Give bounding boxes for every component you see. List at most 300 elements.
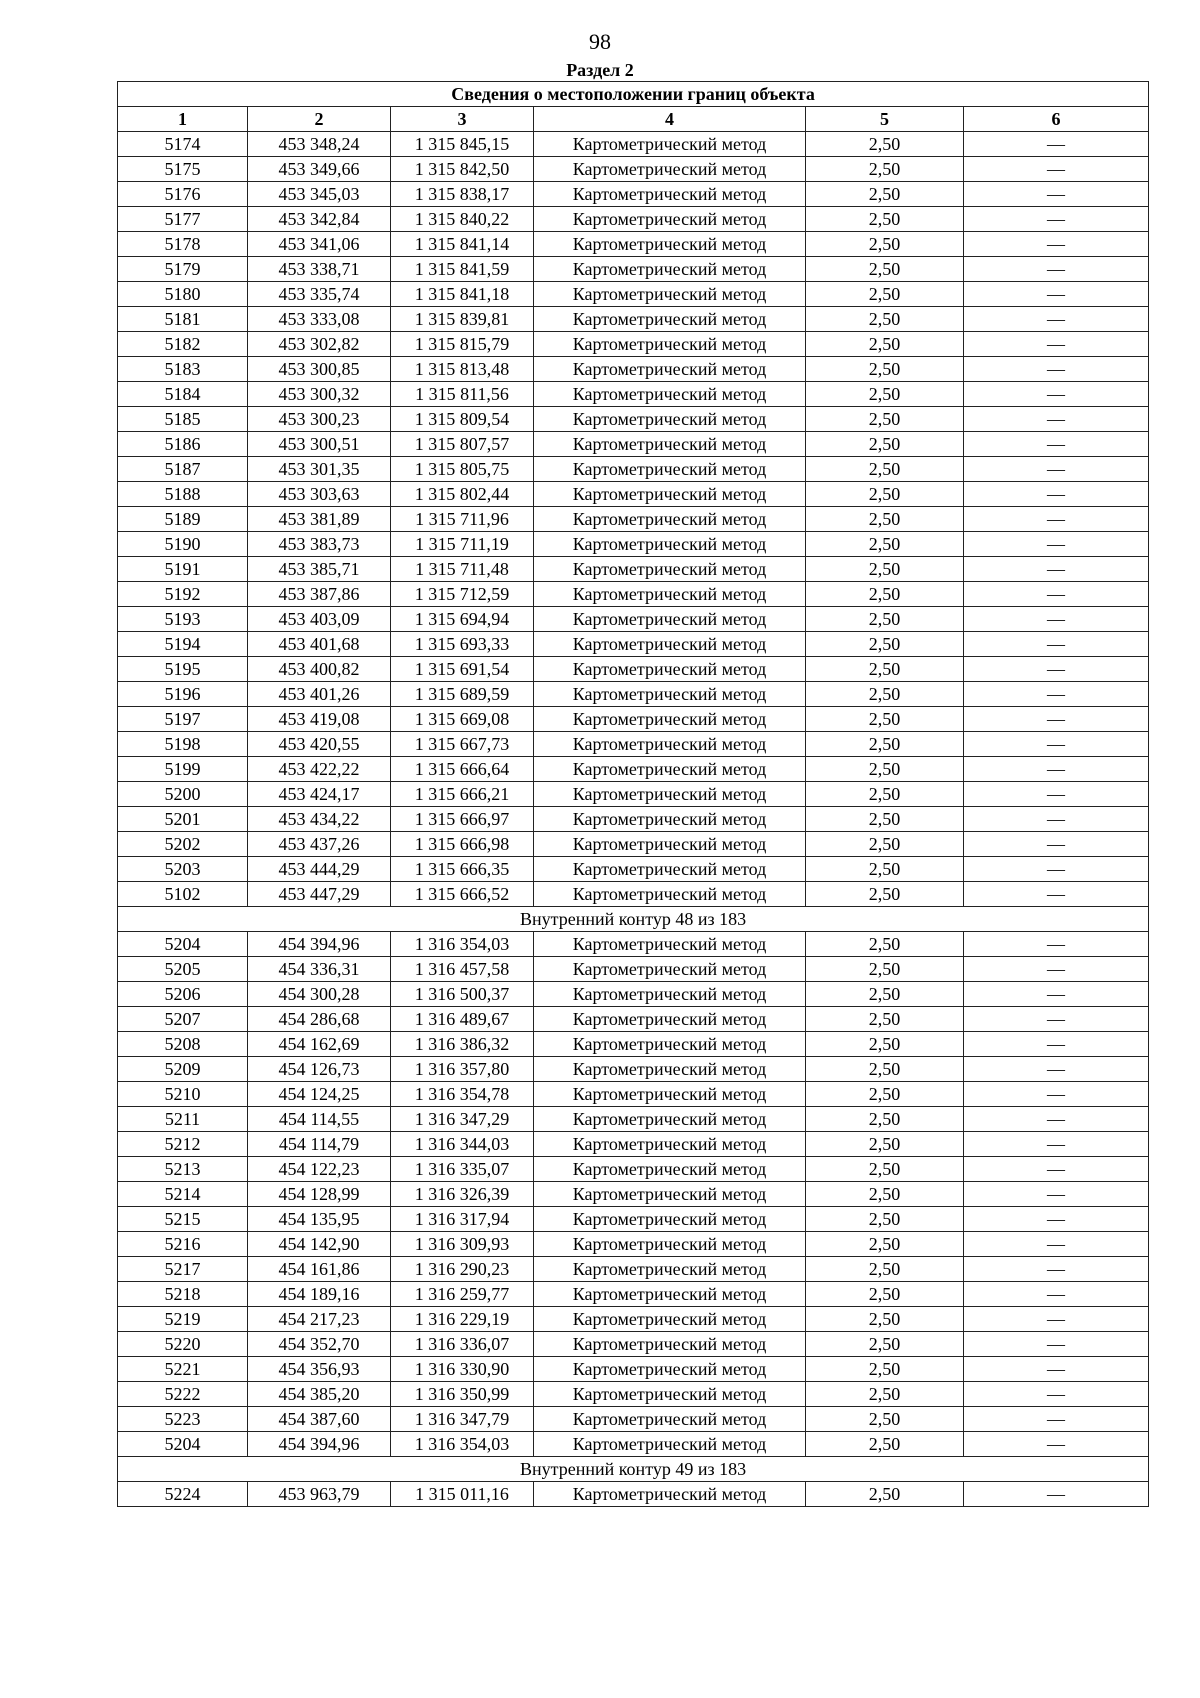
x-coordinate-cell: 453 447,29 — [248, 882, 391, 907]
accuracy-cell: 2,50 — [806, 607, 964, 632]
method-cell: Картометрический метод — [534, 932, 806, 957]
contour-row — [118, 907, 1149, 932]
description-cell: — — [964, 557, 1149, 582]
y-coordinate-cell: 1 315 841,18 — [391, 282, 534, 307]
method-cell: Картометрический метод — [534, 332, 806, 357]
contour-label: Внутренний контур 48 из 183 — [118, 907, 1149, 932]
point-number-cell: 5174 — [118, 132, 248, 157]
method-cell: Картометрический метод — [534, 1032, 806, 1057]
description-cell: — — [964, 1107, 1149, 1132]
method-cell: Картометрический метод — [534, 1482, 806, 1507]
accuracy-cell: 2,50 — [806, 807, 964, 832]
table-row — [118, 557, 1149, 582]
table-row — [118, 1032, 1149, 1057]
table-row — [118, 1257, 1149, 1282]
description-cell: — — [964, 482, 1149, 507]
method-cell: Картометрический метод — [534, 432, 806, 457]
description-cell: — — [964, 1182, 1149, 1207]
method-cell: Картометрический метод — [534, 657, 806, 682]
x-coordinate-cell: 453 422,22 — [248, 757, 391, 782]
method-cell: Картометрический метод — [534, 1407, 806, 1432]
y-coordinate-cell: 1 315 805,75 — [391, 457, 534, 482]
description-cell: — — [964, 1232, 1149, 1257]
accuracy-cell: 2,50 — [806, 332, 964, 357]
accuracy-cell: 2,50 — [806, 407, 964, 432]
method-cell: Картометрический метод — [534, 582, 806, 607]
x-coordinate-cell: 453 401,26 — [248, 682, 391, 707]
y-coordinate-cell: 1 315 839,81 — [391, 307, 534, 332]
accuracy-cell: 2,50 — [806, 1107, 964, 1132]
method-cell: Картометрический метод — [534, 182, 806, 207]
table-row — [118, 1407, 1149, 1432]
description-cell: — — [964, 282, 1149, 307]
table-row — [118, 632, 1149, 657]
method-cell: Картометрический метод — [534, 1082, 806, 1107]
method-cell: Картометрический метод — [534, 832, 806, 857]
table-row — [118, 1082, 1149, 1107]
accuracy-cell: 2,50 — [806, 1357, 964, 1382]
method-cell: Картометрический метод — [534, 1382, 806, 1407]
point-number-cell: 5214 — [118, 1182, 248, 1207]
accuracy-cell: 2,50 — [806, 1057, 964, 1082]
description-cell: — — [964, 782, 1149, 807]
x-coordinate-cell: 453 342,84 — [248, 207, 391, 232]
point-number-cell: 5205 — [118, 957, 248, 982]
table-row — [118, 957, 1149, 982]
point-number-cell: 5213 — [118, 1157, 248, 1182]
description-cell: — — [964, 757, 1149, 782]
y-coordinate-cell: 1 315 712,59 — [391, 582, 534, 607]
accuracy-cell: 2,50 — [806, 382, 964, 407]
table-row — [118, 182, 1149, 207]
column-header: 5 — [806, 107, 964, 132]
y-coordinate-cell: 1 316 350,99 — [391, 1382, 534, 1407]
description-cell: — — [964, 157, 1149, 182]
table-row — [118, 932, 1149, 957]
y-coordinate-cell: 1 316 335,07 — [391, 1157, 534, 1182]
description-cell: — — [964, 1132, 1149, 1157]
accuracy-cell: 2,50 — [806, 457, 964, 482]
description-cell: — — [964, 682, 1149, 707]
y-coordinate-cell: 1 316 386,32 — [391, 1032, 534, 1057]
description-cell: — — [964, 1482, 1149, 1507]
y-coordinate-cell: 1 316 290,23 — [391, 1257, 534, 1282]
table-row — [118, 1107, 1149, 1132]
y-coordinate-cell: 1 316 229,19 — [391, 1307, 534, 1332]
description-cell: — — [964, 1407, 1149, 1432]
y-coordinate-cell: 1 315 666,97 — [391, 807, 534, 832]
method-cell: Картометрический метод — [534, 207, 806, 232]
table-row — [118, 307, 1149, 332]
table-row — [118, 857, 1149, 882]
x-coordinate-cell: 453 383,73 — [248, 532, 391, 557]
accuracy-cell: 2,50 — [806, 282, 964, 307]
method-cell: Картометрический метод — [534, 1332, 806, 1357]
y-coordinate-cell: 1 316 330,90 — [391, 1357, 534, 1382]
accuracy-cell: 2,50 — [806, 632, 964, 657]
description-cell: — — [964, 1157, 1149, 1182]
y-coordinate-cell: 1 316 326,39 — [391, 1182, 534, 1207]
description-cell: — — [964, 132, 1149, 157]
method-cell: Картометрический метод — [534, 632, 806, 657]
x-coordinate-cell: 454 126,73 — [248, 1057, 391, 1082]
description-cell: — — [964, 1332, 1149, 1357]
y-coordinate-cell: 1 316 354,03 — [391, 932, 534, 957]
point-number-cell: 5180 — [118, 282, 248, 307]
y-coordinate-cell: 1 315 802,44 — [391, 482, 534, 507]
accuracy-cell: 2,50 — [806, 507, 964, 532]
y-coordinate-cell: 1 315 667,73 — [391, 732, 534, 757]
contour-row — [118, 1457, 1149, 1482]
table-body — [118, 132, 1149, 1507]
point-number-cell: 5221 — [118, 1357, 248, 1382]
method-cell: Картометрический метод — [534, 357, 806, 382]
point-number-cell: 5176 — [118, 182, 248, 207]
description-cell: — — [964, 632, 1149, 657]
x-coordinate-cell: 453 434,22 — [248, 807, 391, 832]
accuracy-cell: 2,50 — [806, 882, 964, 907]
accuracy-cell: 2,50 — [806, 932, 964, 957]
y-coordinate-cell: 1 316 489,67 — [391, 1007, 534, 1032]
description-cell: — — [964, 882, 1149, 907]
description-cell: — — [964, 1057, 1149, 1082]
y-coordinate-cell: 1 315 693,33 — [391, 632, 534, 657]
y-coordinate-cell: 1 315 011,16 — [391, 1482, 534, 1507]
x-coordinate-cell: 453 349,66 — [248, 157, 391, 182]
method-cell: Картометрический метод — [534, 682, 806, 707]
method-cell: Картометрический метод — [534, 132, 806, 157]
table-caption-row — [118, 82, 1149, 107]
method-cell: Картометрический метод — [534, 1432, 806, 1457]
accuracy-cell: 2,50 — [806, 582, 964, 607]
y-coordinate-cell: 1 315 666,52 — [391, 882, 534, 907]
table-row — [118, 707, 1149, 732]
column-header: 6 — [964, 107, 1149, 132]
table-row — [118, 607, 1149, 632]
description-cell: — — [964, 1082, 1149, 1107]
x-coordinate-cell: 453 341,06 — [248, 232, 391, 257]
point-number-cell: 5195 — [118, 657, 248, 682]
accuracy-cell: 2,50 — [806, 432, 964, 457]
description-cell: — — [964, 182, 1149, 207]
x-coordinate-cell: 453 301,35 — [248, 457, 391, 482]
method-cell: Картометрический метод — [534, 782, 806, 807]
table-row — [118, 357, 1149, 382]
table-row — [118, 982, 1149, 1007]
accuracy-cell: 2,50 — [806, 157, 964, 182]
y-coordinate-cell: 1 315 666,98 — [391, 832, 534, 857]
method-cell: Картометрический метод — [534, 482, 806, 507]
y-coordinate-cell: 1 315 811,56 — [391, 382, 534, 407]
point-number-cell: 5185 — [118, 407, 248, 432]
accuracy-cell: 2,50 — [806, 732, 964, 757]
x-coordinate-cell: 454 217,23 — [248, 1307, 391, 1332]
x-coordinate-cell: 453 345,03 — [248, 182, 391, 207]
description-cell: — — [964, 532, 1149, 557]
description-cell: — — [964, 1432, 1149, 1457]
table-row — [118, 1307, 1149, 1332]
point-number-cell: 5198 — [118, 732, 248, 757]
y-coordinate-cell: 1 316 344,03 — [391, 1132, 534, 1157]
method-cell: Картометрический метод — [534, 557, 806, 582]
point-number-cell: 5186 — [118, 432, 248, 457]
x-coordinate-cell: 453 420,55 — [248, 732, 391, 757]
description-cell: — — [964, 1207, 1149, 1232]
method-cell: Картометрический метод — [534, 457, 806, 482]
y-coordinate-cell: 1 315 711,48 — [391, 557, 534, 582]
accuracy-cell: 2,50 — [806, 832, 964, 857]
x-coordinate-cell: 454 161,86 — [248, 1257, 391, 1282]
method-cell: Картометрический метод — [534, 607, 806, 632]
accuracy-cell: 2,50 — [806, 207, 964, 232]
point-number-cell: 5224 — [118, 1482, 248, 1507]
column-header: 1 — [118, 107, 248, 132]
x-coordinate-cell: 454 336,31 — [248, 957, 391, 982]
x-coordinate-cell: 454 162,69 — [248, 1032, 391, 1057]
table-row — [118, 1282, 1149, 1307]
y-coordinate-cell: 1 315 807,57 — [391, 432, 534, 457]
table-row — [118, 257, 1149, 282]
description-cell: — — [964, 407, 1149, 432]
point-number-cell: 5216 — [118, 1232, 248, 1257]
point-number-cell: 5210 — [118, 1082, 248, 1107]
description-cell: — — [964, 982, 1149, 1007]
point-number-cell: 5189 — [118, 507, 248, 532]
x-coordinate-cell: 453 300,51 — [248, 432, 391, 457]
y-coordinate-cell: 1 315 809,54 — [391, 407, 534, 432]
x-coordinate-cell: 454 142,90 — [248, 1232, 391, 1257]
method-cell: Картометрический метод — [534, 1207, 806, 1232]
description-cell: — — [964, 807, 1149, 832]
x-coordinate-cell: 453 419,08 — [248, 707, 391, 732]
x-coordinate-cell: 453 424,17 — [248, 782, 391, 807]
method-cell: Картометрический метод — [534, 732, 806, 757]
point-number-cell: 5201 — [118, 807, 248, 832]
description-cell: — — [964, 707, 1149, 732]
x-coordinate-cell: 454 122,23 — [248, 1157, 391, 1182]
column-header: 4 — [534, 107, 806, 132]
point-number-cell: 5215 — [118, 1207, 248, 1232]
accuracy-cell: 2,50 — [806, 1432, 964, 1457]
description-cell: — — [964, 1257, 1149, 1282]
point-number-cell: 5204 — [118, 932, 248, 957]
point-number-cell: 5207 — [118, 1007, 248, 1032]
y-coordinate-cell: 1 316 336,07 — [391, 1332, 534, 1357]
section-title: Раздел 2 — [566, 60, 634, 80]
description-cell: — — [964, 1382, 1149, 1407]
table-row — [118, 832, 1149, 857]
table-row — [118, 1207, 1149, 1232]
accuracy-cell: 2,50 — [806, 1207, 964, 1232]
description-cell: — — [964, 1032, 1149, 1057]
accuracy-cell: 2,50 — [806, 1407, 964, 1432]
method-cell: Картометрический метод — [534, 282, 806, 307]
table-row — [118, 1057, 1149, 1082]
x-coordinate-cell: 454 394,96 — [248, 1432, 391, 1457]
y-coordinate-cell: 1 316 357,80 — [391, 1057, 534, 1082]
accuracy-cell: 2,50 — [806, 1382, 964, 1407]
accuracy-cell: 2,50 — [806, 757, 964, 782]
accuracy-cell: 2,50 — [806, 1082, 964, 1107]
method-cell: Картометрический метод — [534, 507, 806, 532]
x-coordinate-cell: 454 356,93 — [248, 1357, 391, 1382]
accuracy-cell: 2,50 — [806, 707, 964, 732]
x-coordinate-cell: 454 128,99 — [248, 1182, 391, 1207]
x-coordinate-cell: 454 352,70 — [248, 1332, 391, 1357]
table-row — [118, 132, 1149, 157]
y-coordinate-cell: 1 315 666,64 — [391, 757, 534, 782]
point-number-cell: 5223 — [118, 1407, 248, 1432]
method-cell: Картометрический метод — [534, 1057, 806, 1082]
point-number-cell: 5206 — [118, 982, 248, 1007]
y-coordinate-cell: 1 315 694,94 — [391, 607, 534, 632]
x-coordinate-cell: 453 403,09 — [248, 607, 391, 632]
point-number-cell: 5211 — [118, 1107, 248, 1132]
x-coordinate-cell: 453 400,82 — [248, 657, 391, 682]
point-number-cell: 5208 — [118, 1032, 248, 1057]
point-number-cell: 5187 — [118, 457, 248, 482]
accuracy-cell: 2,50 — [806, 482, 964, 507]
description-cell: — — [964, 1282, 1149, 1307]
table-row — [118, 1482, 1149, 1507]
description-cell: — — [964, 657, 1149, 682]
accuracy-cell: 2,50 — [806, 1007, 964, 1032]
accuracy-cell: 2,50 — [806, 132, 964, 157]
accuracy-cell: 2,50 — [806, 982, 964, 1007]
point-number-cell: 5217 — [118, 1257, 248, 1282]
method-cell: Картометрический метод — [534, 1182, 806, 1207]
point-number-cell: 5202 — [118, 832, 248, 857]
table-row — [118, 232, 1149, 257]
y-coordinate-cell: 1 316 354,78 — [391, 1082, 534, 1107]
method-cell: Картометрический метод — [534, 1357, 806, 1382]
y-coordinate-cell: 1 315 841,59 — [391, 257, 534, 282]
method-cell: Картометрический метод — [534, 807, 806, 832]
y-coordinate-cell: 1 315 840,22 — [391, 207, 534, 232]
table-caption: Сведения о местоположении границ объекта — [118, 82, 1149, 107]
table-row — [118, 882, 1149, 907]
description-cell: — — [964, 332, 1149, 357]
y-coordinate-cell: 1 315 691,54 — [391, 657, 534, 682]
description-cell: — — [964, 432, 1149, 457]
method-cell: Картометрический метод — [534, 1282, 806, 1307]
x-coordinate-cell: 453 333,08 — [248, 307, 391, 332]
x-coordinate-cell: 453 348,24 — [248, 132, 391, 157]
table-row — [118, 1132, 1149, 1157]
x-coordinate-cell: 454 114,79 — [248, 1132, 391, 1157]
table-row — [118, 507, 1149, 532]
point-number-cell: 5192 — [118, 582, 248, 607]
y-coordinate-cell: 1 316 354,03 — [391, 1432, 534, 1457]
point-number-cell: 5209 — [118, 1057, 248, 1082]
description-cell: — — [964, 582, 1149, 607]
table-row — [118, 1357, 1149, 1382]
point-number-cell: 5218 — [118, 1282, 248, 1307]
method-cell: Картометрический метод — [534, 1157, 806, 1182]
boundary-coordinates-table — [117, 81, 1149, 1507]
method-cell: Картометрический метод — [534, 982, 806, 1007]
description-cell: — — [964, 607, 1149, 632]
point-number-cell: 5204 — [118, 1432, 248, 1457]
x-coordinate-cell: 454 286,68 — [248, 1007, 391, 1032]
description-cell: — — [964, 732, 1149, 757]
point-number-cell: 5203 — [118, 857, 248, 882]
table-row — [118, 457, 1149, 482]
accuracy-cell: 2,50 — [806, 1182, 964, 1207]
description-cell: — — [964, 257, 1149, 282]
table-row — [118, 157, 1149, 182]
contour-label: Внутренний контур 49 из 183 — [118, 1457, 1149, 1482]
method-cell: Картометрический метод — [534, 232, 806, 257]
x-coordinate-cell: 453 401,68 — [248, 632, 391, 657]
y-coordinate-cell: 1 315 845,15 — [391, 132, 534, 157]
table-row — [118, 807, 1149, 832]
x-coordinate-cell: 453 385,71 — [248, 557, 391, 582]
table-row — [118, 432, 1149, 457]
y-coordinate-cell: 1 316 309,93 — [391, 1232, 534, 1257]
point-number-cell: 5183 — [118, 357, 248, 382]
description-cell: — — [964, 957, 1149, 982]
method-cell: Картометрический метод — [534, 957, 806, 982]
table-row — [118, 207, 1149, 232]
description-cell: — — [964, 832, 1149, 857]
method-cell: Картометрический метод — [534, 407, 806, 432]
point-number-cell: 5220 — [118, 1332, 248, 1357]
table-row — [118, 532, 1149, 557]
accuracy-cell: 2,50 — [806, 857, 964, 882]
description-cell: — — [964, 457, 1149, 482]
method-cell: Картометрический метод — [534, 382, 806, 407]
point-number-cell: 5222 — [118, 1382, 248, 1407]
y-coordinate-cell: 1 315 841,14 — [391, 232, 534, 257]
y-coordinate-cell: 1 315 689,59 — [391, 682, 534, 707]
point-number-cell: 5219 — [118, 1307, 248, 1332]
accuracy-cell: 2,50 — [806, 1282, 964, 1307]
y-coordinate-cell: 1 315 813,48 — [391, 357, 534, 382]
description-cell: — — [964, 207, 1149, 232]
table-row — [118, 1182, 1149, 1207]
point-number-cell: 5199 — [118, 757, 248, 782]
description-cell: — — [964, 857, 1149, 882]
accuracy-cell: 2,50 — [806, 1232, 964, 1257]
x-coordinate-cell: 453 300,32 — [248, 382, 391, 407]
accuracy-cell: 2,50 — [806, 1332, 964, 1357]
accuracy-cell: 2,50 — [806, 1482, 964, 1507]
point-number-cell: 5184 — [118, 382, 248, 407]
point-number-cell: 5212 — [118, 1132, 248, 1157]
table-row — [118, 732, 1149, 757]
page-number: 98 — [589, 29, 611, 54]
table-row — [118, 757, 1149, 782]
point-number-cell: 5179 — [118, 257, 248, 282]
accuracy-cell: 2,50 — [806, 657, 964, 682]
method-cell: Картометрический метод — [534, 1107, 806, 1132]
point-number-cell: 5188 — [118, 482, 248, 507]
description-cell: — — [964, 307, 1149, 332]
method-cell: Картометрический метод — [534, 1232, 806, 1257]
accuracy-cell: 2,50 — [806, 1032, 964, 1057]
method-cell: Картометрический метод — [534, 157, 806, 182]
description-cell: — — [964, 1007, 1149, 1032]
method-cell: Картометрический метод — [534, 857, 806, 882]
x-coordinate-cell: 453 387,86 — [248, 582, 391, 607]
x-coordinate-cell: 453 302,82 — [248, 332, 391, 357]
accuracy-cell: 2,50 — [806, 1257, 964, 1282]
x-coordinate-cell: 454 114,55 — [248, 1107, 391, 1132]
x-coordinate-cell: 453 437,26 — [248, 832, 391, 857]
y-coordinate-cell: 1 315 842,50 — [391, 157, 534, 182]
table-row — [118, 1007, 1149, 1032]
